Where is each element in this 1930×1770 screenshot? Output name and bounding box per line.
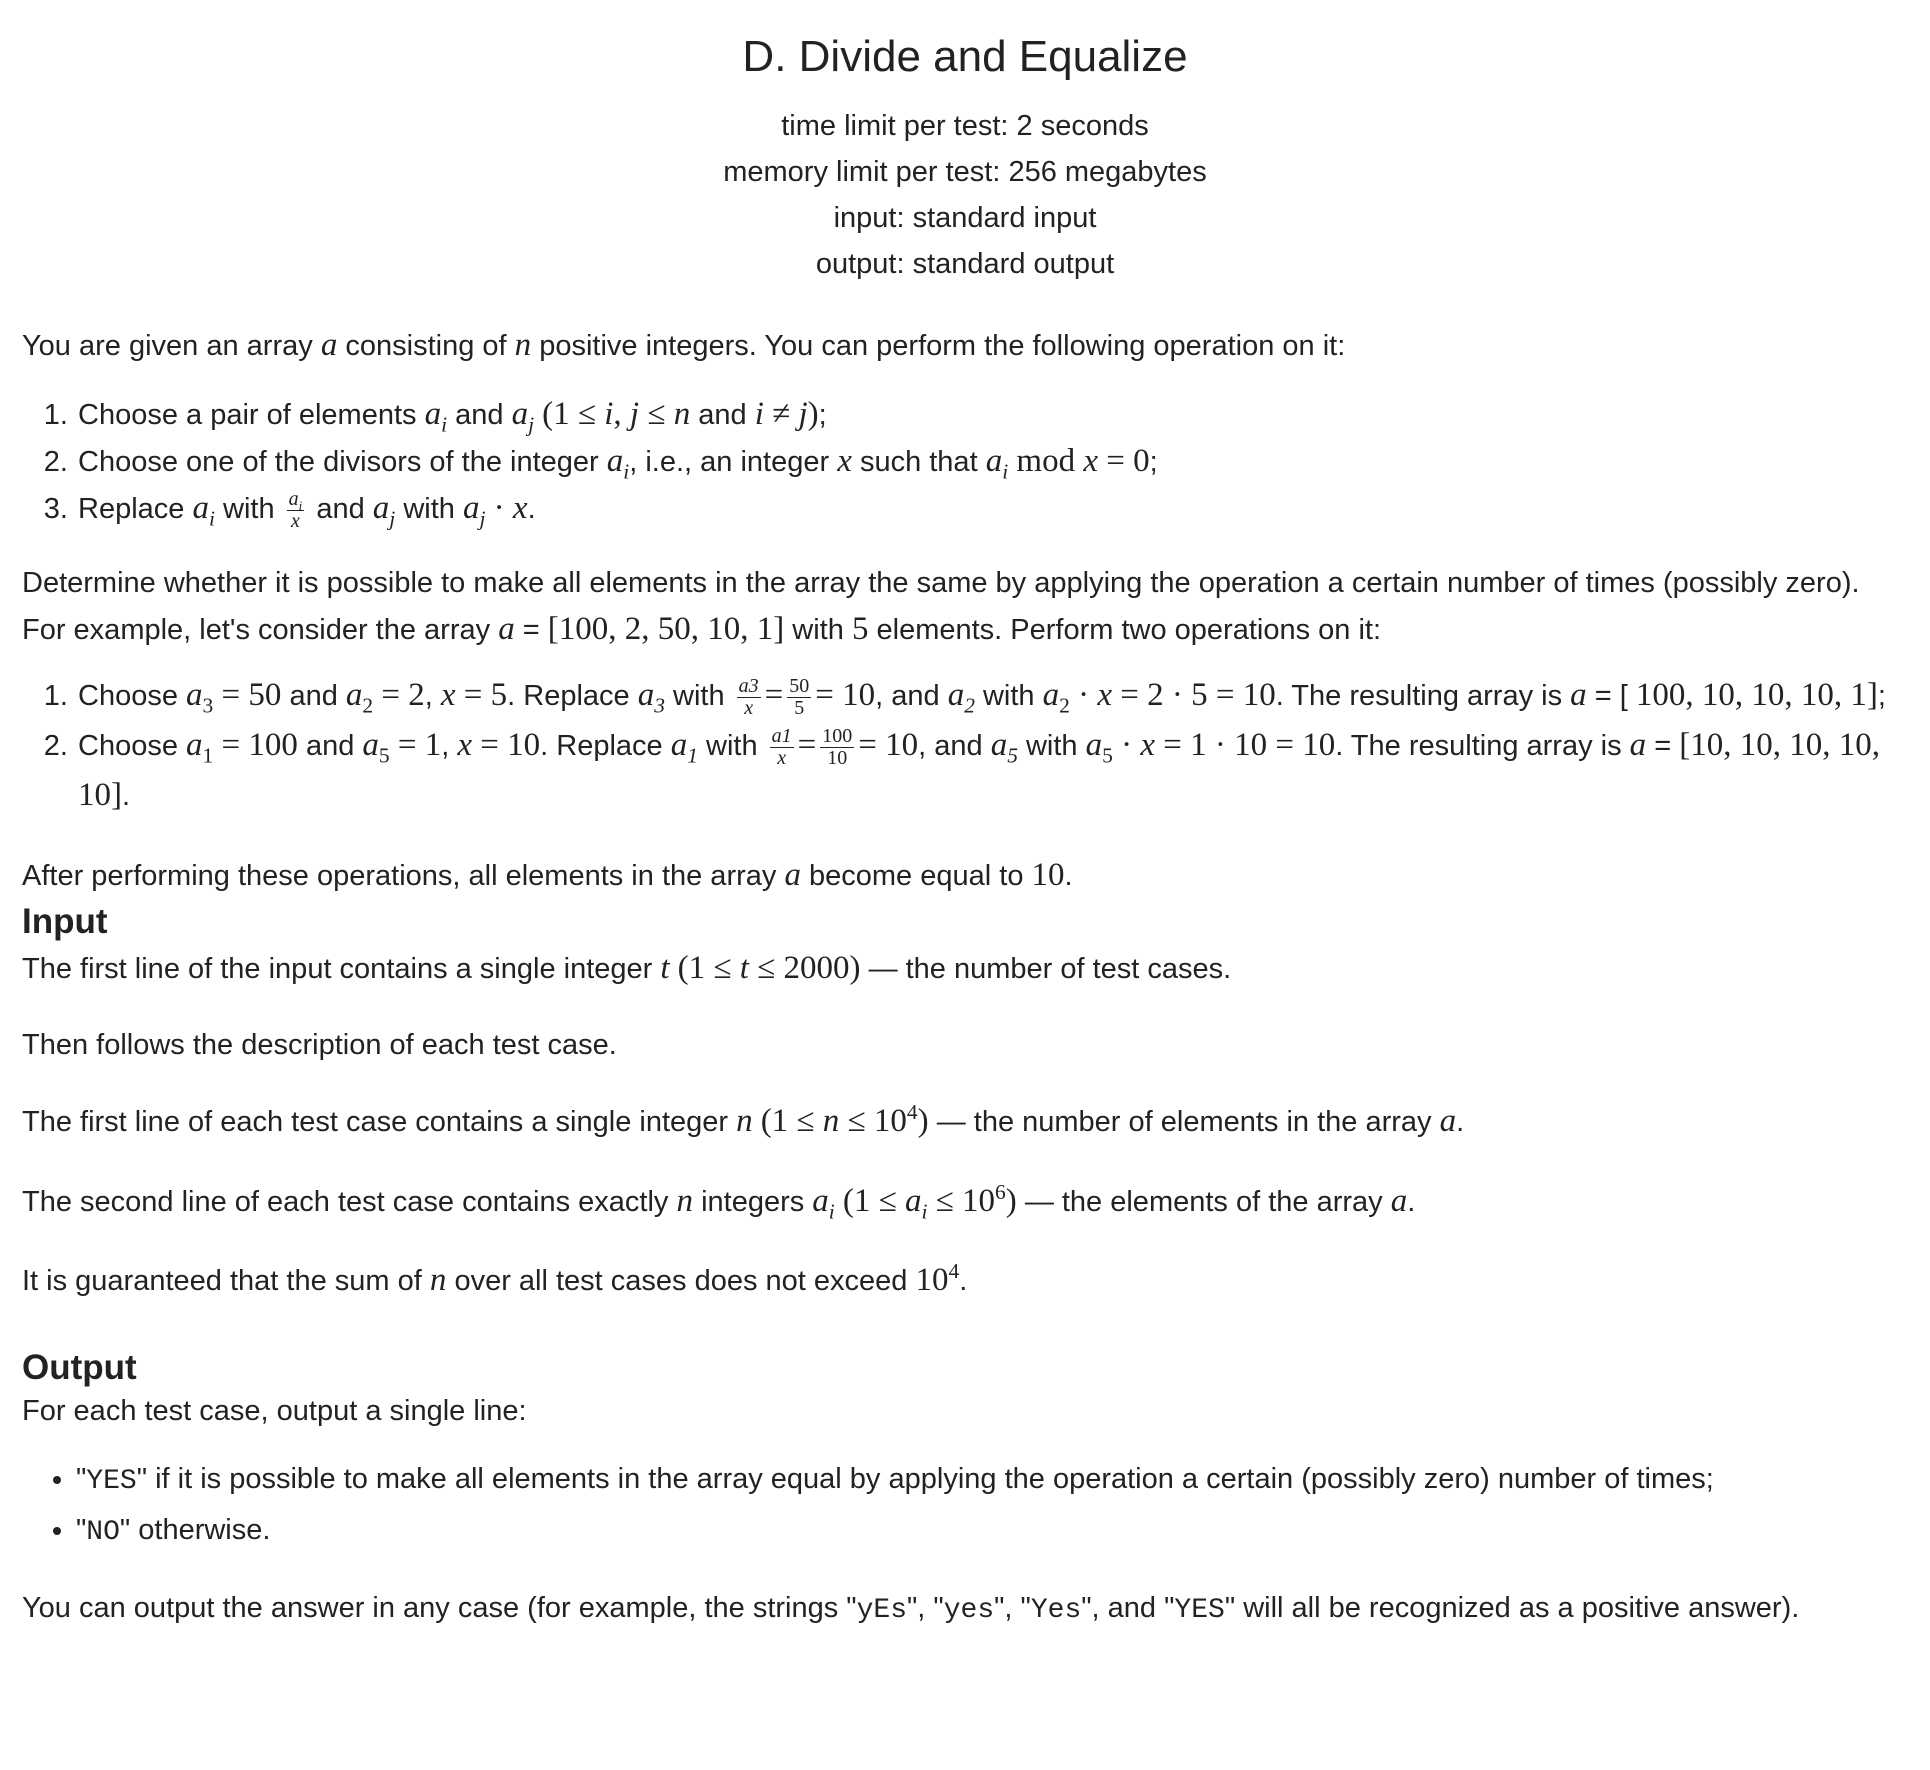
- problem-header: [22, 0, 1908, 287]
- statement-determine: Determine whether it is possible to make all elements in the array the same by applying the operation a certain number of times (possibly zero).: [22, 566, 1860, 599]
- operation-step: 2. Choose one of the divisors of the integer $a_i$, i.e., an integer x such that $a_i$ mod x = 0;: [76, 438, 1908, 485]
- input-spec: input: standard input: [833, 202, 1097, 235]
- example-step: 2. Choose $a_1 = 100$ and $a_5 = 1$, x = 10. Replace $a_1$ with $\frac{a1}{x}$ = $\frac{100}{10}$ = 10, and $a_5$ with $a_5 \cdot x = 1 \cdot 10 = 10$. The resulting array is a = [10, 10, 10, 10, 10].: [76, 721, 1908, 821]
- output-option-yes: • "YES" if it is possible to make all elements in the array equal by applying the operation a certain (possibly zero) number of times;: [76, 1455, 1908, 1506]
- input-line: It is guaranteed that the sum of n over all test cases does not exceed $10^4$.: [22, 1259, 968, 1299]
- problem-limits: [22, 103, 1908, 287]
- input-section: [22, 900, 1908, 1306]
- input-line: The second line of each test case contains exactly n integers $a_i$ $(1 \le a_i \le 10^6)$ — the elements of the array a.: [22, 1179, 1416, 1224]
- output-line: For each test case, output a single line:: [22, 1394, 527, 1427]
- output-spec: output: standard output: [815, 248, 1115, 281]
- input-line: The first line of the input contains a single integer t (1 ≤ t ≤ 2000) — the number of test cases.: [22, 950, 1232, 987]
- operation-step: 1. Choose a pair of elements $a_i$ and $a_j$ (1 ≤ i, j ≤ n and i ≠ j);: [76, 391, 1908, 438]
- output-option-no: • "NO" otherwise.: [76, 1506, 1908, 1557]
- input-line: Then follows the description of each test case.: [22, 1028, 617, 1061]
- operation-step: 3. Replace $a_i$ with $\frac{a_i}{x}$ and $a_j$ with $a_j \cdot x$.: [76, 485, 1908, 532]
- statement-after: After performing these operations, all elements in the array a become equal to 10.: [22, 856, 1073, 893]
- input-line: The first line of each test case contains a single integer n $(1 \le n \le 10^4)$ — the number of elements in the array a.: [22, 1100, 1465, 1140]
- output-section: [22, 1346, 1908, 1633]
- output-options: [22, 1455, 1908, 1557]
- input-heading: Input: [22, 902, 108, 942]
- operation-steps: [22, 391, 1908, 532]
- statement-intro: You are given an array a consisting of n positive integers. You can perform the following operation on it:: [22, 327, 1346, 364]
- example-steps: [22, 671, 1908, 821]
- output-case-note: You can output the answer in any case (for example, the strings "yEs", "yes", "Yes", and "YES" will all be recognized as a positive answer).: [22, 1592, 1800, 1627]
- time-limit: time limit per test: 2 seconds: [781, 110, 1149, 143]
- problem-title: D. Divide and Equalize: [742, 32, 1188, 81]
- statement-example: For example, let's consider the array a = [100, 2, 50, 10, 1] with 5 elements. Perform two operations on it:: [22, 611, 1382, 648]
- memory-limit: memory limit per test: 256 megabytes: [723, 156, 1207, 189]
- example-step: 1. Choose $a_3 = 50$ and $a_2 = 2$, x = 5. Replace $a_3$ with $\frac{a3}{x}$ = $\frac{50}{5}$ = 10, and $a_2$ with $a_2 \cdot x = 2 \cdot 5 = 10$. The resulting array is a = [ 100, 10, 10, 10, 1];: [76, 671, 1908, 721]
- output-heading: Output: [22, 1347, 137, 1387]
- problem-statement: [22, 321, 1908, 900]
